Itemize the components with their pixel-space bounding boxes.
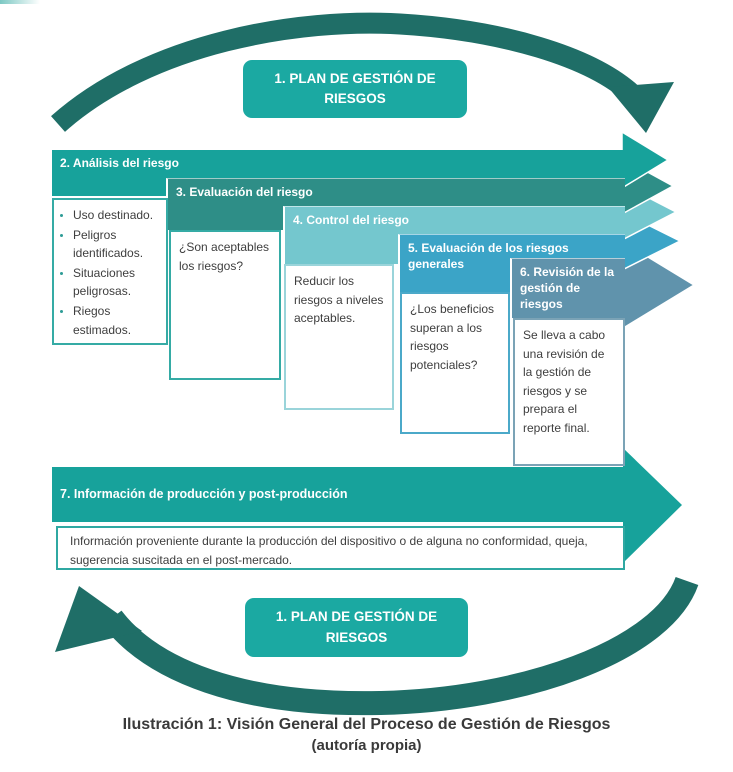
plan-box-bottom-label: 1. PLAN DE GESTIÓN DE RIESGOS (275, 609, 438, 645)
step-4-card-text: Reducir los riesgos a niveles aceptables. (294, 274, 384, 326)
plan-box-top (243, 60, 467, 118)
step-6-card-text: Se lleva a cabo una revisión de la gestión de riesgos y se prepara el reporte final. (523, 328, 606, 435)
caption-line-2: (autoría propia) (311, 737, 422, 754)
step-banner-5-title: 5. Evaluación de los riesgos generales (408, 241, 569, 272)
figure-caption (0, 716, 733, 754)
caption-line-1: Ilustración 1: Visión General del Proceso de Gestión de Riesgos (122, 716, 611, 733)
step-banner-2-title: 2. Análisis del riesgo (60, 156, 179, 170)
step-banner-3-title: 3. Evaluación del riesgo (176, 185, 313, 199)
plan-box-top-label: 1. PLAN DE GESTIÓN DE RIESGOS (274, 70, 436, 106)
step-3-card-text: ¿Son aceptables los riesgos? (179, 240, 270, 273)
top-swoosh-arrowhead-icon (608, 82, 674, 133)
step-5-card-text: ¿Los beneficios superan a los riesgos potenciales? (410, 302, 495, 372)
step-banner-6-title: 6. Revisión de la gestión de riesgos (520, 265, 615, 312)
bullet-item: • Situaciones peligrosas. (73, 264, 162, 301)
bullet-item: • Riegos estimados. (73, 302, 162, 339)
step-banner-7-title: 7. Información de producción y post-producción (60, 487, 348, 502)
step-7-card-text: Información proveniente durante la producción del dispositivo o de alguna no conformidad, queja, sugerencia suscitada en el post-mercado. (70, 534, 588, 567)
bullet-item: • Peligros identificados. (73, 226, 162, 263)
step-banner-4-title: 4. Control del riesgo (293, 213, 410, 227)
plan-box-bottom (245, 598, 468, 657)
bullet-item: • Uso destinado. (73, 206, 162, 225)
